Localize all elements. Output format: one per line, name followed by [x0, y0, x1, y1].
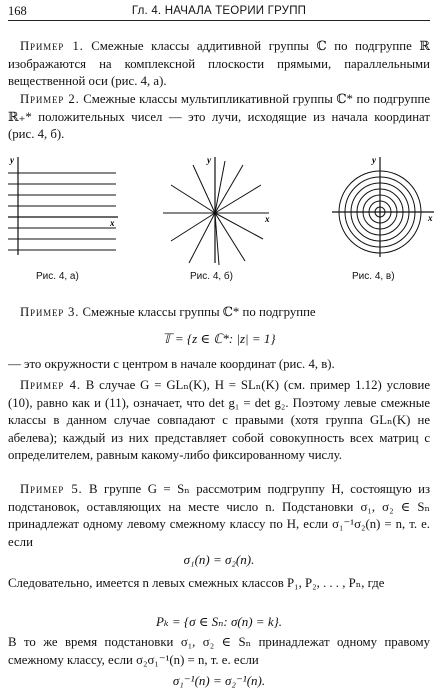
- parallel-lines: [8, 173, 116, 250]
- example-2-label: Пример 2.: [20, 92, 80, 106]
- formula-sigma-inverse: σ₁⁻¹(n) = σ₂⁻¹(n).: [172, 673, 266, 688]
- example-5-continued: Следовательно, имеется n левых смежных классов P₁, P₂, . . . , Pₙ, где: [8, 576, 385, 590]
- figure-4: [0, 147, 438, 295]
- example-5-label: Пример 5.: [20, 482, 83, 496]
- example-5: [8, 481, 430, 551]
- x-label: x: [428, 213, 433, 223]
- rays: [163, 161, 269, 265]
- figure-4a: [8, 155, 118, 265]
- x-label: x: [110, 218, 115, 228]
- figure-4c: [326, 155, 436, 265]
- example-5-text: В группе G = Sₙ рассмотрим подгруппу H, состоящую из подстановок, оставляющих на месте число n. Подстановки σ₁, σ₂ ∈ Sₙ принадлежат одному левому смежному классу по H, если σ₁⁻¹σ₂(n) = n, т. е. если: [8, 482, 430, 549]
- formula-coset-pk: Pₖ = {σ ∈ Sₙ: σ(n) = k}.: [155, 614, 283, 629]
- example-3-text: Смежные классы группы ℂ* по подгруппе: [79, 305, 316, 319]
- example-1: [8, 38, 430, 91]
- example-1-label: Пример 1.: [20, 39, 84, 53]
- caption-c: Рис. 4, в): [352, 271, 395, 282]
- y-label: y: [207, 155, 211, 165]
- caption-a: Рис. 4, а): [36, 271, 79, 282]
- page-number: 168: [8, 4, 27, 18]
- example-5-right-cosets: В то же время подстановки σ₁, σ₂ ∈ Sₙ принадлежат одному правому смежному классу, если σ₂σ₁⁻¹(n) = n, т. е. если: [8, 635, 430, 667]
- example-3-label: Пример 3.: [20, 305, 80, 319]
- formula-circle-group: 𝕋 = {z ∈ ℂ*: |z| = 1}: [162, 331, 276, 346]
- example-4: [8, 377, 430, 465]
- example-3: [8, 304, 430, 322]
- figure-4b: [163, 155, 273, 265]
- example-4-text: В случае G = GLₙ(K), H = SLₙ(K) (см. пример 1.12) условие (10), равно как и (11), означает, что det g₁ = det g₂. Поэтому левые смежные классы в данном случае совпадают с правыми (хотя группа GLₙ(K) не абелева); каждый из них представляет собой совокупность всех матриц с определителем, равным какому-либо фиксированному числу.: [8, 378, 431, 462]
- example-1-text: Смежные классы аддитивной группы ℂ по подгруппе ℝ изображаются на комплексной плоскости прямыми, параллельными вещественной оси (рис. 4, а).: [8, 39, 431, 88]
- y-label: y: [372, 155, 376, 165]
- chapter-title: Гл. 4. НАЧАЛА ТЕОРИИ ГРУПП: [131, 5, 307, 17]
- example-2: [8, 91, 430, 144]
- formula-sigma-equal: σ₁(n) = σ₂(n).: [183, 552, 255, 567]
- example-4-label: Пример 4.: [20, 378, 81, 392]
- example-3-continued: — это окружности с центром в начале координат (рис. 4, в).: [8, 357, 335, 371]
- caption-b: Рис. 4, б): [190, 271, 233, 282]
- y-label: y: [10, 155, 14, 165]
- example-2-text: Смежные классы мультипликативной группы ℂ* по подгруппе ℝ₊* положительных чисел — это лучи, исходящие из начала координат (рис. 4, б).: [8, 92, 431, 141]
- running-header: [8, 2, 430, 21]
- x-label: x: [265, 214, 270, 224]
